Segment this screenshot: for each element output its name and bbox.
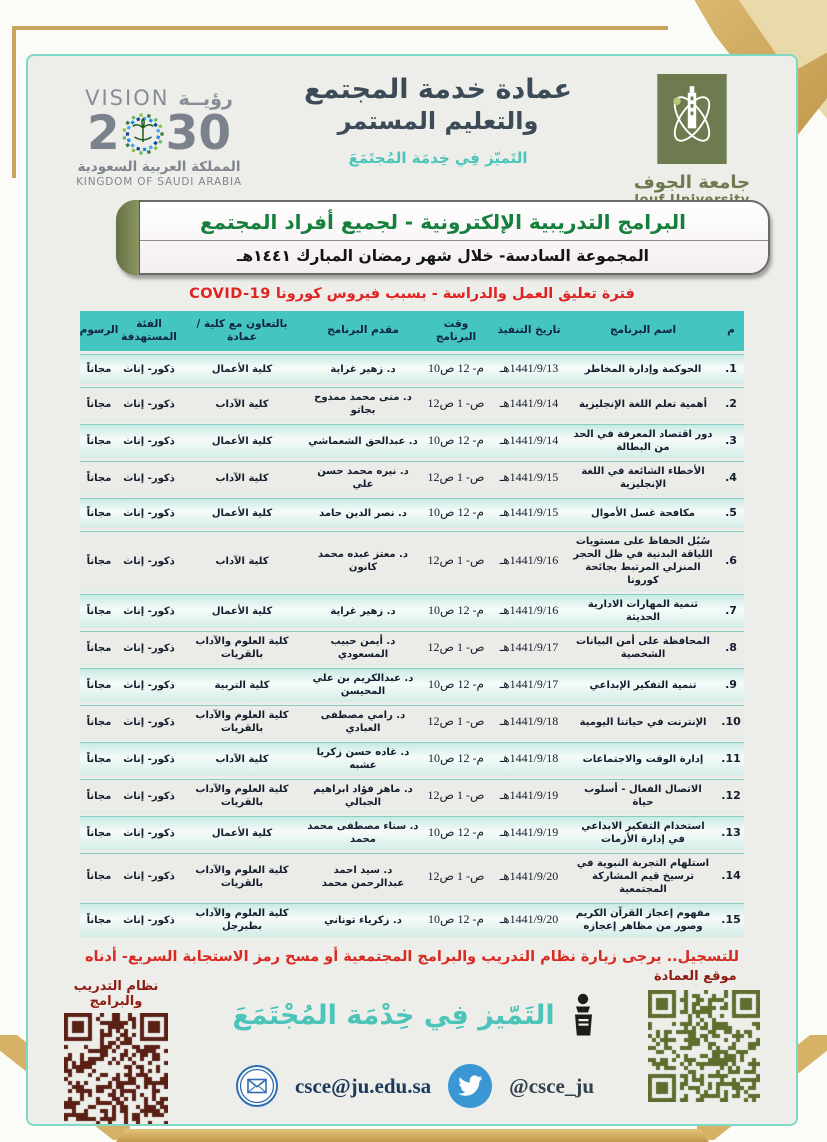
college-cell: كلية الآداب [215, 555, 269, 567]
college-cell: كلية العلوم والآداب بالقريات [195, 864, 289, 889]
college-cell: كلية الأعمال [211, 363, 273, 375]
presenter-cell: د. عبدالحق الشعماشي [308, 435, 418, 447]
table-row [80, 354, 744, 384]
row-number-cell: 11. [721, 751, 741, 765]
time-cell: 10م- 12 ص [428, 751, 484, 766]
time-cell: 10م- 12 ص [428, 912, 484, 927]
vision-year-left: 2 [86, 106, 120, 161]
date-cell: 1441/9/18هـ [499, 751, 559, 766]
training-system-qr-block [52, 979, 180, 1126]
fee-cell: مجاناً [86, 507, 112, 519]
presenter-cell: د. سناء مصطفى محمد محمد [307, 821, 419, 845]
saudi-emblem-icon [120, 111, 166, 157]
college-cell: كلية العلوم والآداب بطبرجل [195, 908, 289, 932]
presenter-cell: د. ماهر فؤاد ابراهيم الجبالي [313, 784, 413, 808]
header [28, 56, 796, 194]
covid-notice [28, 286, 796, 302]
college-cell: كلية الآداب [215, 398, 269, 410]
gold-left-bar [12, 26, 16, 178]
row-number-cell: 8. [725, 640, 737, 654]
fee-cell: مجاناً [86, 642, 112, 654]
presenter-cell: د. نيره محمد حسن علي [317, 466, 409, 490]
table-row [80, 903, 744, 937]
college-cell: كلية الأعمال [211, 827, 273, 839]
presenter-cell: د. رامي مصطفى العبادي [320, 710, 406, 734]
presenter-cell: د. نصر الدين حامد [319, 507, 407, 519]
fee-cell: مجاناً [86, 363, 112, 375]
date-cell: 1441/9/19هـ [499, 788, 559, 803]
footer-center [192, 993, 637, 1109]
audience-cell: ذكور- إناث [123, 642, 175, 654]
footer [42, 969, 782, 1126]
audience-cell: ذكور- إناث [123, 398, 175, 410]
col-header-college: بالتعاون مع كلية / عمادة [196, 317, 288, 343]
time-cell: 12ص- 1 ص [427, 396, 485, 411]
program-name-cell: تنمية التفكير الإبداعي [589, 679, 697, 691]
kingdom-name-ar: المملكة العربية السعودية [77, 159, 241, 175]
table-row [80, 424, 744, 458]
row-number-cell: 3. [725, 433, 737, 447]
time-cell: 10م- 12 ص [428, 433, 484, 448]
audience-cell: ذكور- إناث [123, 507, 175, 519]
audience-cell: ذكور- إناث [123, 871, 175, 882]
time-cell: 10م- 12 ص [428, 825, 484, 840]
time-cell: 10م- 12 ص [428, 505, 484, 520]
fee-cell: مجاناً [86, 435, 112, 447]
fee-cell: مجاناً [86, 605, 112, 617]
presenter-cell: د. سيد احمد عبدالرحمن محمد [321, 864, 405, 889]
presenter-cell: د. زهير غراية [330, 605, 396, 617]
date-cell: 1441/9/13هـ [499, 361, 559, 376]
fee-cell: مجاناً [86, 827, 112, 839]
row-number-cell: 14. [721, 869, 741, 883]
date-cell: 1441/9/14هـ [499, 396, 559, 411]
table-row [80, 779, 744, 813]
table-row [80, 668, 744, 702]
row-number-cell: 1. [725, 361, 737, 375]
audience-cell: ذكور- إناث [123, 605, 175, 617]
audience-cell: ذكور- إناث [123, 914, 175, 926]
covid-notice-text: فترة تعليق العمل والدراسة - بسبب فيروس كورونا [275, 286, 635, 302]
date-cell: 1441/9/20هـ [499, 912, 559, 927]
audience-cell: ذكور- إناث [123, 472, 175, 484]
date-cell: 1441/9/17هـ [499, 677, 559, 692]
college-cell: كلية العلوم والآداب بالقريات [195, 636, 289, 660]
row-number-cell: 7. [725, 603, 737, 617]
row-number-cell: 12. [721, 788, 741, 802]
program-name-cell: أهمية تعلم اللغة الإنجليزية [579, 398, 707, 410]
poster-subtitle: المجموعة السادسة- خلال شهر رمضان المبارك ١٤٤١هـ [237, 247, 649, 265]
program-name-cell: مكافحة غسل الأموال [591, 507, 695, 519]
table-header-row [80, 311, 744, 351]
vision-year-right: 30 [165, 106, 232, 161]
deanship-motto: التَميّز فِي خِدمَة المُجتَمَعَ [348, 149, 528, 167]
time-cell: 12ص- 1 ص [427, 470, 485, 485]
program-name-cell: المحافظة على أمن البيانات الشخصية [576, 636, 710, 660]
row-number-cell: 2. [725, 396, 737, 410]
deanship-site-qr-block [648, 969, 778, 1102]
training-system-qr-label: نظام التدريب والبرامج [73, 979, 159, 1009]
program-name-cell: تنمية المهارات الادارية الحديثة [587, 599, 699, 623]
program-name-cell: دور اقتصاد المعرفة في الحد من البطالة [573, 429, 713, 453]
table-row [80, 816, 744, 850]
programs-table-body [80, 354, 744, 937]
presenter-cell: د. زكرياء توناني [324, 914, 402, 926]
deanship-name-line1: عمادة خدمة المجتمع [304, 74, 572, 105]
row-number-cell: 9. [725, 677, 737, 691]
email-icon [235, 1064, 279, 1108]
poster-frame [26, 54, 798, 1126]
table-row [80, 387, 744, 421]
poster-title: البرامج التدريبية الإلكترونية - لجميع أفراد المجتمع [118, 202, 768, 241]
vision-label-ar: رؤيــة [178, 88, 233, 110]
college-cell: كلية الأعمال [211, 605, 273, 617]
podium-speaker-icon [567, 993, 597, 1037]
university-name-ar: جامعة الجوف [633, 172, 751, 193]
time-cell: 10م- 12 ص [428, 603, 484, 618]
col-header-number: م [727, 324, 735, 337]
audience-cell: ذكور- إناث [123, 753, 175, 765]
table-row [80, 742, 744, 776]
date-cell: 1441/9/16هـ [499, 603, 559, 618]
vision-2030-logo [50, 86, 268, 188]
table-row [80, 461, 744, 495]
time-cell: 12ص- 1 ص [427, 788, 485, 803]
fee-cell: مجاناً [86, 679, 112, 691]
row-number-cell: 6. [725, 553, 737, 567]
presenter-cell: د. معتز عبده محمد كانون [318, 549, 408, 573]
program-name-cell: سُبُل الحفاظ على مستويات اللياقة البدنية في ظل الحجر المنزلي المرتبط بجائحة كورونا [573, 536, 713, 586]
banner-accent [116, 200, 140, 275]
jouf-university-logo [608, 74, 776, 208]
date-cell: 1441/9/16هـ [499, 553, 559, 568]
college-cell: كلية التربية [214, 679, 270, 691]
program-name-cell: استخدام التفكير الابداعي في إدارة الأزمات [581, 821, 705, 845]
time-cell: 12ص- 1 ص [427, 640, 485, 655]
fee-cell: مجاناً [86, 914, 112, 926]
time-cell: 12ص- 1 ص [427, 714, 485, 729]
row-number-cell: 5. [725, 505, 737, 519]
col-header-presenter: مقدم البرنامج [327, 324, 399, 337]
audience-cell: ذكور- إناث [123, 555, 175, 567]
deanship-site-qr-label: موقع العمادة [654, 969, 737, 984]
time-cell: 12ص- 1 ص [427, 553, 485, 568]
fee-cell: مجاناً [86, 753, 112, 765]
fee-cell: مجاناً [86, 472, 112, 484]
college-cell: كلية الآداب [215, 472, 269, 484]
date-cell: 1441/9/14هـ [499, 433, 559, 448]
program-name-cell: الحوكمة وإدارة المخاطر [584, 363, 702, 375]
presenter-cell: د. غاده حسن زكريا عشبه [316, 747, 410, 771]
registration-note: للتسجيل.. يرجى زيارة نظام التدريب والبرامج المجتمعية أو مسح رمز الاستجابة السريع- أدناه [84, 949, 740, 965]
fee-cell: مجاناً [86, 790, 112, 802]
college-cell: كلية الأعمال [211, 507, 273, 519]
gold-top-line [12, 26, 668, 30]
presenter-cell: د. عبدالكريم بن علي المحيسن [312, 673, 414, 697]
twitter-link[interactable]: @csce_ju [509, 1073, 595, 1098]
fee-cell: مجاناً [86, 871, 112, 882]
vision-label-en: VISION [85, 86, 170, 110]
date-cell: 1441/9/19هـ [499, 825, 559, 840]
deanship-calligraphy [268, 74, 608, 167]
col-header-name: اسم البرنامج [609, 324, 677, 337]
gold-bottom-bar [116, 1129, 709, 1142]
audience-cell: ذكور- إناث [123, 790, 175, 802]
fee-cell: مجاناً [86, 398, 112, 410]
col-header-audience: الفئة المستهدفة [121, 317, 177, 343]
covid-19-label: COVID-19 [189, 286, 271, 302]
table-row [80, 498, 744, 528]
deanship-name-line2: والتعليم المستمر [337, 107, 539, 135]
fee-cell: مجاناً [86, 716, 112, 728]
presenter-cell: د. أيمن حبيب المسعودي [330, 636, 396, 660]
email-link[interactable]: csce@ju.edu.sa [294, 1073, 432, 1098]
audience-cell: ذكور- إناث [123, 716, 175, 728]
training-system-qr [64, 1013, 168, 1126]
college-cell: كلية العلوم والآداب بالقريات [195, 784, 289, 808]
row-number-cell: 10. [721, 714, 741, 728]
program-name-cell: الأخطاء الشائعة في اللغة الإنجليزية [581, 466, 705, 490]
program-name-cell: إدارة الوقت والاجتماعات [582, 753, 704, 765]
row-number-cell: 15. [721, 912, 741, 926]
deanship-site-qr [648, 990, 760, 1102]
presenter-cell: د. زهير غراية [330, 363, 396, 375]
table-row [80, 594, 744, 628]
date-cell: 1441/9/15هـ [499, 470, 559, 485]
col-header-fee: الرسوم [79, 324, 119, 337]
program-name-cell: الاتصال الفعال - أسلوب حياة [584, 784, 702, 808]
title-banner [116, 200, 770, 275]
col-header-date: تاريخ التنفيذ [497, 324, 561, 337]
table-row [80, 531, 744, 591]
programs-table [80, 311, 744, 937]
college-cell: كلية الأعمال [211, 435, 273, 447]
date-cell: 1441/9/18هـ [499, 714, 559, 729]
date-cell: 1441/9/20هـ [499, 868, 559, 883]
twitter-icon [447, 1063, 493, 1109]
footer-motto: التَمّيز فِي خِدْمَة المُجْتَمَعَ [232, 999, 555, 1031]
table-row [80, 705, 744, 739]
audience-cell: ذكور- إناث [123, 679, 175, 691]
col-header-time: وقت البرنامج [435, 317, 477, 343]
row-number-cell: 13. [721, 825, 741, 839]
date-cell: 1441/9/15هـ [499, 505, 559, 520]
time-cell: 10م- 12 ص [428, 361, 484, 376]
program-name-cell: مفهوم إعجاز القرآن الكريم وصور من مظاهر إعجازه [575, 908, 711, 932]
row-number-cell: 4. [725, 470, 737, 484]
table-row [80, 853, 744, 900]
jouf-emblem-icon [657, 74, 727, 164]
audience-cell: ذكور- إناث [123, 435, 175, 447]
audience-cell: ذكور- إناث [123, 363, 175, 375]
audience-cell: ذكور- إناث [123, 827, 175, 839]
time-cell: 10م- 12 ص [428, 677, 484, 692]
kingdom-name-en: KINGDOM OF SAUDI ARABIA [76, 176, 242, 188]
date-cell: 1441/9/17هـ [499, 640, 559, 655]
program-name-cell: الإنترنت في حياتنا اليومية [579, 716, 707, 728]
table-row [80, 631, 744, 665]
presenter-cell: د. منى محمد ممدوح بجاتو [314, 392, 412, 416]
college-cell: كلية العلوم والآداب بالقريات [195, 710, 289, 734]
college-cell: كلية الآداب [215, 753, 269, 765]
time-cell: 12ص- 1 ص [427, 868, 485, 883]
program-name-cell: استلهام التجربة النبوية في ترسيخ قيم المشاركة المجتمعية [576, 858, 710, 895]
fee-cell: مجاناً [86, 555, 112, 567]
